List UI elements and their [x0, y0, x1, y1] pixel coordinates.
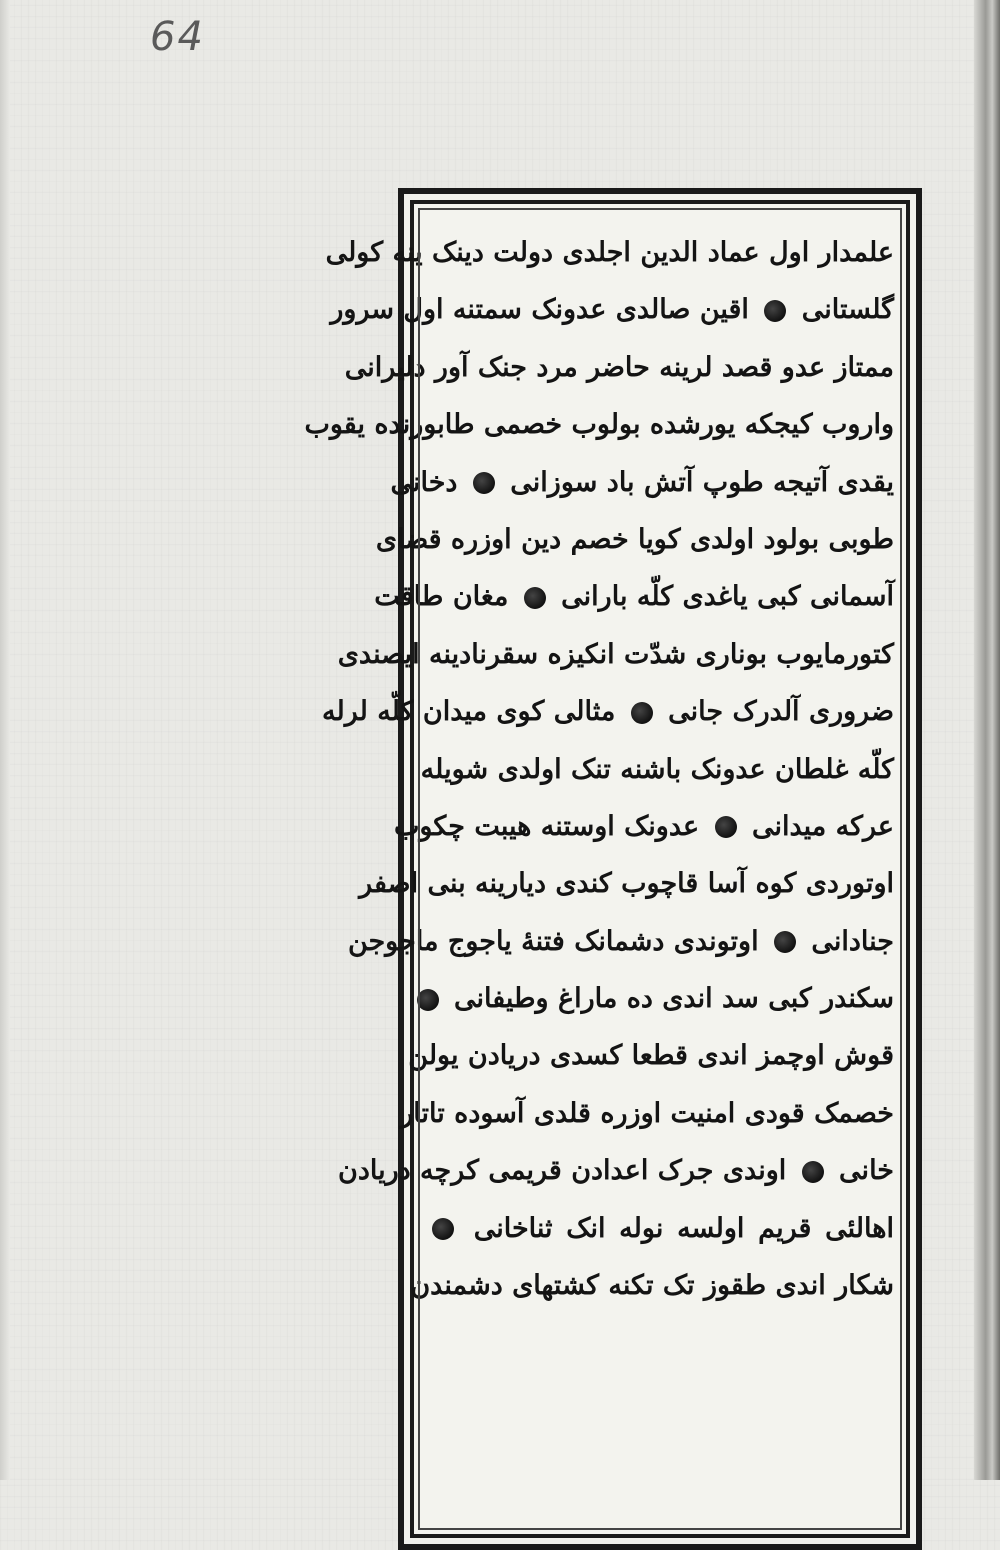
page-left-shadow: [0, 0, 10, 1480]
verse-separator-dot: [631, 702, 653, 724]
text-line: کلّه غلطان عدونک باشنه تنک اولدی شویله: [420, 753, 894, 785]
text-line: علمدار اول عماد الدین اجلدی دولت دینک ینه کولی: [325, 237, 894, 268]
text-line: خصمک قودی امنیت اوزره قلدی آسوده تاتار: [400, 1097, 894, 1129]
folio-number: 64: [150, 14, 205, 60]
text-line: طوبی بولود اولدی کویا خصم دین اوزره قضای: [375, 523, 894, 555]
manuscript-text-block: [304, 224, 894, 1314]
text-line: کتورمایوب بوناری شدّت انکیزه سقرنادینه ایصندی: [337, 638, 894, 670]
text-frame-outer: [304, 188, 922, 1550]
text-line: خانی اوندی جرک اعدادن قریمی کرچه دریادن: [338, 1155, 894, 1187]
text-line: جنادانی اوتوندی دشمانک فتنهٔ یاجوج ماجوجن: [347, 925, 894, 957]
text-line: عرکه میدانی عدونک اوستنه هیبت چکوب: [393, 810, 894, 842]
verse-separator-dot: [774, 931, 796, 953]
text-line: ممتاز عدو قصد لرینه حاضر مرد جنک آور دلیرانی: [344, 351, 894, 383]
verse-separator-dot: [715, 816, 737, 838]
verse-separator-dot: [417, 989, 439, 1011]
text-line: اوتوردی کوه آسا قاچوب کندی دیارینه بنی اصفر: [359, 868, 894, 900]
text-line: اهالئی قریم اولسه نوله انک ثناخانی: [426, 1200, 894, 1257]
verse-separator-dot: [802, 1161, 824, 1183]
verse-separator-dot: [764, 300, 786, 322]
text-line: گلستانی اقین صالدی عدونک سمتنه اول سرور: [330, 294, 894, 326]
text-line: آسمانی کبی یاغدی کلّه بارانی مغان طاقت: [374, 581, 894, 613]
text-line: سکندر کبی سد اندی ده ماراغ وطیفانی: [426, 970, 894, 1027]
verse-separator-dot: [432, 1218, 454, 1240]
text-line: قوش اوچمز اندی قطعا کسدی دریادن یولن: [408, 1040, 894, 1072]
verse-separator-dot: [473, 472, 495, 494]
text-line: یقدی آتیجه طوپ آتش باد سوزانی دخانی: [390, 466, 894, 498]
text-frame-inner: [304, 200, 910, 1538]
text-line: ضروری آلدرک جانی مثالی کوی میدان کلّه لرله: [322, 696, 894, 728]
verse-separator-dot: [524, 587, 546, 609]
text-line: واروب کیجکه یورشده بولوب خصمی طابورنده یقوب: [304, 409, 894, 441]
text-line: شکار اندی طقوز تک تکنه کشتهای دشمندن: [410, 1270, 894, 1302]
page-right-edge: [974, 0, 1000, 1480]
